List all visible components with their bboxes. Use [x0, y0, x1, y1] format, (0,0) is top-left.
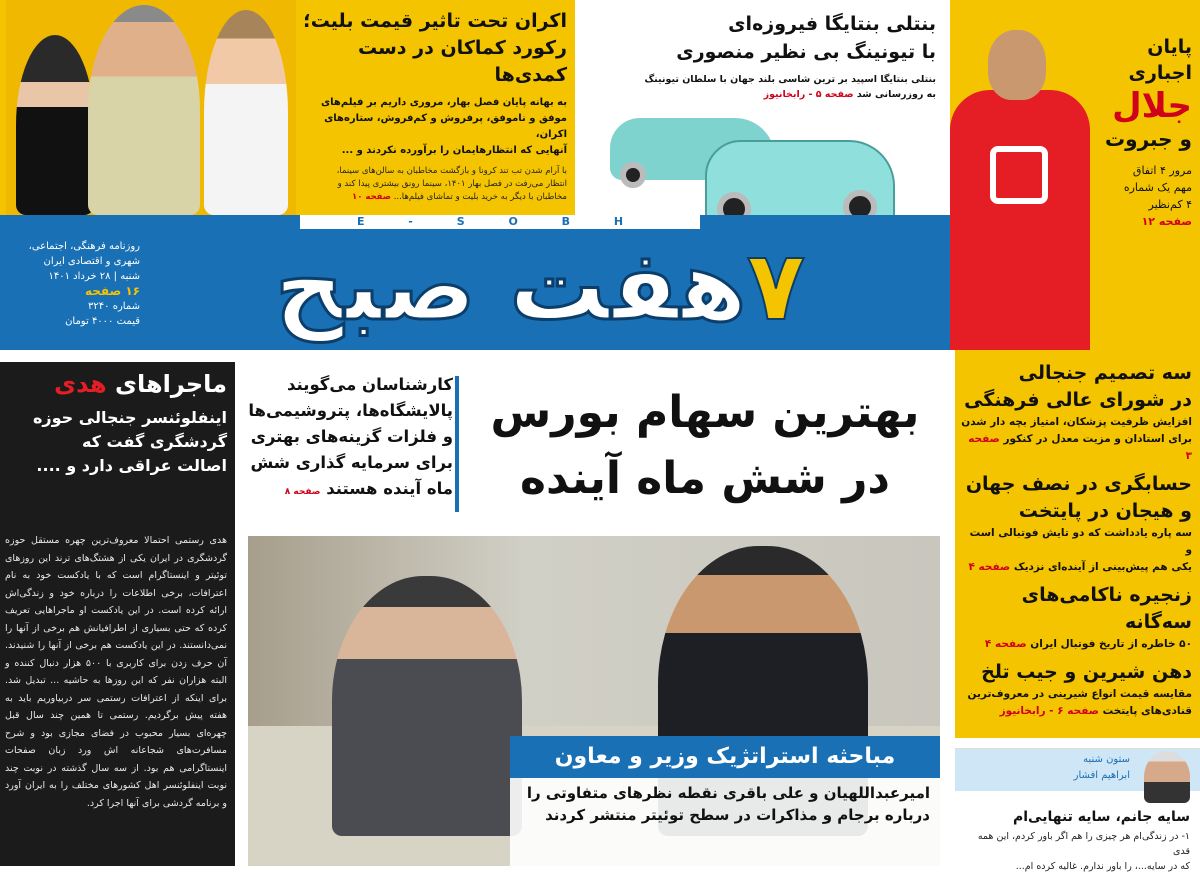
cinema-body-line: به بهانه پایان فصل بهار، مروری داریم بر فیلم‌های: [321, 97, 567, 108]
page-ref: صفحه ۴: [968, 561, 1011, 573]
cinema-body-line: آنهایی که انتظارهایمان را برآورده نکردند و ...: [341, 145, 567, 156]
cinema-summary-line: مخاطبان با دیگر به خرید بلیت و تماشای فیلم‌ها...: [393, 192, 567, 202]
cinema-teaser[interactable]: [0, 0, 575, 215]
masthead-info: [10, 239, 140, 329]
photo-caption-line: امیرعبداللهیان و علی باقری نقطه نظرهای متفاوتی را: [526, 784, 930, 802]
photo-caption: [510, 778, 940, 866]
left-column-head: [2, 368, 227, 478]
cinema-body-line: موفق و ناموفق، پرفروش و کم‌فروش، ستاره‌های اکران،: [324, 113, 567, 140]
car-text-block: [591, 10, 936, 102]
car-teaser[interactable]: [575, 0, 950, 215]
page-ref: صفحه ۸: [284, 487, 321, 497]
opinion-column[interactable]: [955, 748, 1200, 872]
kicker-line: پالایشگاه‌ها، پتروشیمی‌ها: [248, 401, 453, 420]
football-player-photo: [950, 20, 1090, 350]
player-jersey: [950, 90, 1090, 350]
sports-headline-2: و جبروت: [1105, 127, 1192, 151]
column-text: [964, 829, 1190, 874]
cinema-headline-2: رکورد کماکان در دست کمدی‌ها: [358, 37, 567, 86]
author-avatar: [1144, 751, 1190, 803]
actors-photo: [6, 0, 296, 215]
cinema-body: [292, 95, 567, 159]
kicker-line: و فلزات گزینه‌های بهتری: [250, 427, 453, 446]
teaser-body-line: یکی هم پیش‌بینی از آینده‌ای نزدیک: [1013, 561, 1192, 573]
left-column-title: [2, 368, 227, 400]
masthead-info-line: شهری و اقتصادی ایران: [43, 256, 140, 267]
cinema-summary-line: انتظار می‌رفت در فصل بهار ۱۴۰۱، سینما رونق بیشتری پیدا کند و: [337, 179, 567, 189]
newspaper-logo[interactable]: [250, 227, 830, 345]
sports-headline-1: پایان اجباری: [1128, 36, 1192, 84]
column-author: ابراهیم افشار: [1073, 770, 1130, 781]
page-ref: صفحه ۳: [968, 433, 1192, 462]
teaser-body-line: ۵۰ خاطره از تاریخ فوتبال ایران: [1030, 638, 1192, 650]
photo-person-1: [332, 576, 522, 836]
sports-text-block: [1092, 34, 1192, 230]
car-headline-1: بنتلی بنتایگا فیروزه‌ای: [728, 13, 936, 35]
teaser-headline[interactable]: حسابگری در نصف جهان: [965, 473, 1192, 495]
teaser-headline[interactable]: سه تصمیم جنجالی: [1018, 362, 1192, 384]
masthead-info-line: روزنامه فرهنگی، اجتماعی،: [28, 241, 140, 252]
sports-body: [1092, 162, 1192, 230]
main-kicker: [248, 372, 453, 505]
masthead-date: شنبه | ۲۸ خرداد ۱۴۰۱: [48, 271, 140, 282]
photo-caption-line: درباره برجام و مذاکرات در سطح توئیتر منتشر کردند: [545, 806, 930, 824]
page-ref: صفحه ۴: [984, 638, 1027, 650]
photo-caption-title: مباحثه استراتژیک وزیر و معاون: [510, 736, 940, 778]
subtitle-line: اصالت عراقی دارد و ....: [36, 456, 227, 475]
car-body-line: به روزرسانی شد: [856, 89, 936, 100]
teaser-body-line: قنادی‌های پایتخت: [1102, 705, 1192, 717]
left-column-story[interactable]: [0, 362, 235, 866]
main-headline[interactable]: [470, 380, 940, 512]
subtitle-line: اینفلوئنسر جنجالی حوزه: [32, 408, 227, 427]
sports-headline-red: جلال: [1112, 86, 1192, 126]
main-headline-line-2: در شش ماه آینده: [519, 453, 891, 504]
teaser-headline[interactable]: و هیجان در پایتخت: [1018, 500, 1192, 522]
actor-1: [16, 35, 94, 215]
teaser-headline[interactable]: دهن شیرین و جیب تلخ: [981, 661, 1192, 683]
page-ref: صفحه ۱۲: [1141, 215, 1192, 228]
kicker-line: ماه آینده هستند: [326, 479, 453, 498]
title-part: ماجراهای: [115, 370, 227, 398]
left-column-body: هدی رستمی احتمالا معروف‌ترین چهره مستقل حوزه گردشگری در ایران یکی از هشتگ‌های ترند این روزهای توئیتر و اینستاگرام است که با یادکست خود به نام اعترافات، برخی اطلاعات را درباره خود و زندگی‌اش ارائه کرده است. در این یادکست او ماجراهایی تعریف کرده که حتی بسیاری از اطرافیانش هم برخی از آنها را نمی‌دانستند. در این یادکست هم برخی از آنها را شنیدند. آن حرف زدن برای کاربری با ۵۰۰ هزار دنبال کننده و البته هزاران نفر که این روزها به حاشیه ... تبدیل شد. برای اینکه از اعترافات رستمی سر دربیاوریم باید به هفته پیش برگردیم. رستمی تا همین چند سال قبل چهره‌ای بسیار محبوب در فضای مجازی بود و شرح مسافرت‌های شجاعانه اش ورد زبان صفحات اینستاگرامی هم بود. از سه سال گذشته در نوبت چند نوبت اینفلوئنسر اهل کشورهای مختلف را به ایران آورد و برنامه گردشی برای آنها اجرا کرد.: [5, 535, 227, 809]
column-text-line: ۱- در زندگی‌ام هر چیزی را هم اگر باور کردم، این همه قدی: [977, 831, 1190, 857]
kicker-bar: [455, 376, 459, 512]
teaser-body-line: برای استادان و مزیت معدل در کنکور: [1003, 433, 1192, 445]
player-head: [988, 30, 1046, 100]
teaser-headline[interactable]: در شورای عالی فرهنگی: [964, 389, 1192, 411]
car-body: [591, 72, 936, 102]
cinema-summary: [292, 165, 567, 204]
main-headline-line-1: بهترین سهام بورس: [490, 387, 920, 438]
cinema-text-block: [292, 8, 567, 204]
kicker-line: برای سرمایه گذاری شش: [250, 453, 453, 472]
sponsor-logo-icon: [990, 146, 1048, 204]
sports-body-line: ۴ کم‌نظیر: [1148, 198, 1192, 211]
page-ref: صفحه ۱۰: [352, 192, 391, 202]
page-ref: صفحه ۵ - رابخانیوز: [763, 89, 854, 100]
masthead: [0, 215, 950, 350]
car-headline-2: با تیونینگ بی نظیر منصوری: [676, 41, 936, 63]
teaser-body-line: سه پاره یادداشت که دو تایش فوتبالی است و: [969, 527, 1192, 556]
actor-2: [88, 5, 200, 215]
teaser-headline[interactable]: زنجیره ناکامی‌های سه‌گانه: [1021, 584, 1192, 633]
logo-seven-icon: ۷: [746, 230, 806, 342]
column-label: ستون شنبه: [1083, 754, 1130, 765]
kicker-line: کارشناسان می‌گویند: [286, 375, 453, 394]
column-title: سایه جانم، سایه تنهایی‌ام: [1012, 809, 1190, 825]
masthead-latin: E - S O B H: [300, 215, 700, 229]
main-photo[interactable]: [248, 536, 940, 866]
right-column-inner: [960, 360, 1192, 726]
left-column-subtitle: [2, 406, 227, 478]
price: قیمت ۴۰۰۰ تومان: [65, 316, 140, 327]
column-text-line: که در سایه...، را باور ندارم. غالیه کرده ام...: [1015, 861, 1190, 872]
page-ref: صفحه ۶ - رابخانیوز: [999, 705, 1099, 717]
sports-body-line: مهم یک شماره: [1123, 181, 1192, 194]
title-red-part: هدی: [54, 370, 107, 398]
page-count: ۱۶ صفحه: [85, 284, 140, 298]
sports-body-line: مرور ۴ اتفاق: [1132, 164, 1192, 177]
issue-number: شماره ۳۲۴۰: [88, 301, 140, 312]
teaser-body-line: مقایسه قیمت انواع شیرینی در معروف‌ترین: [967, 688, 1192, 700]
subtitle-line: گردشگری گفت که: [81, 432, 227, 451]
right-column-teasers: [955, 350, 1200, 738]
car-body-line: بنتلی بنتایگا اسپید بر ترین شاسی بلند جهان با سلطان تیونینگ: [644, 74, 936, 85]
logo-text: هفت صبح: [274, 230, 747, 342]
wheel-icon: [620, 162, 646, 188]
actor-3: [204, 10, 288, 215]
cinema-headline-1: اکران تحت تاثیر قیمت بلیت؛: [303, 10, 567, 32]
teaser-body-line: افزایش ظرفیت پزشکان، امتیاز بچه دار شدن: [961, 416, 1192, 428]
cinema-summary-line: با آرام شدن تب تند کرونا و بازگشت مخاطبان به سالن‌های سینما،: [336, 166, 567, 176]
